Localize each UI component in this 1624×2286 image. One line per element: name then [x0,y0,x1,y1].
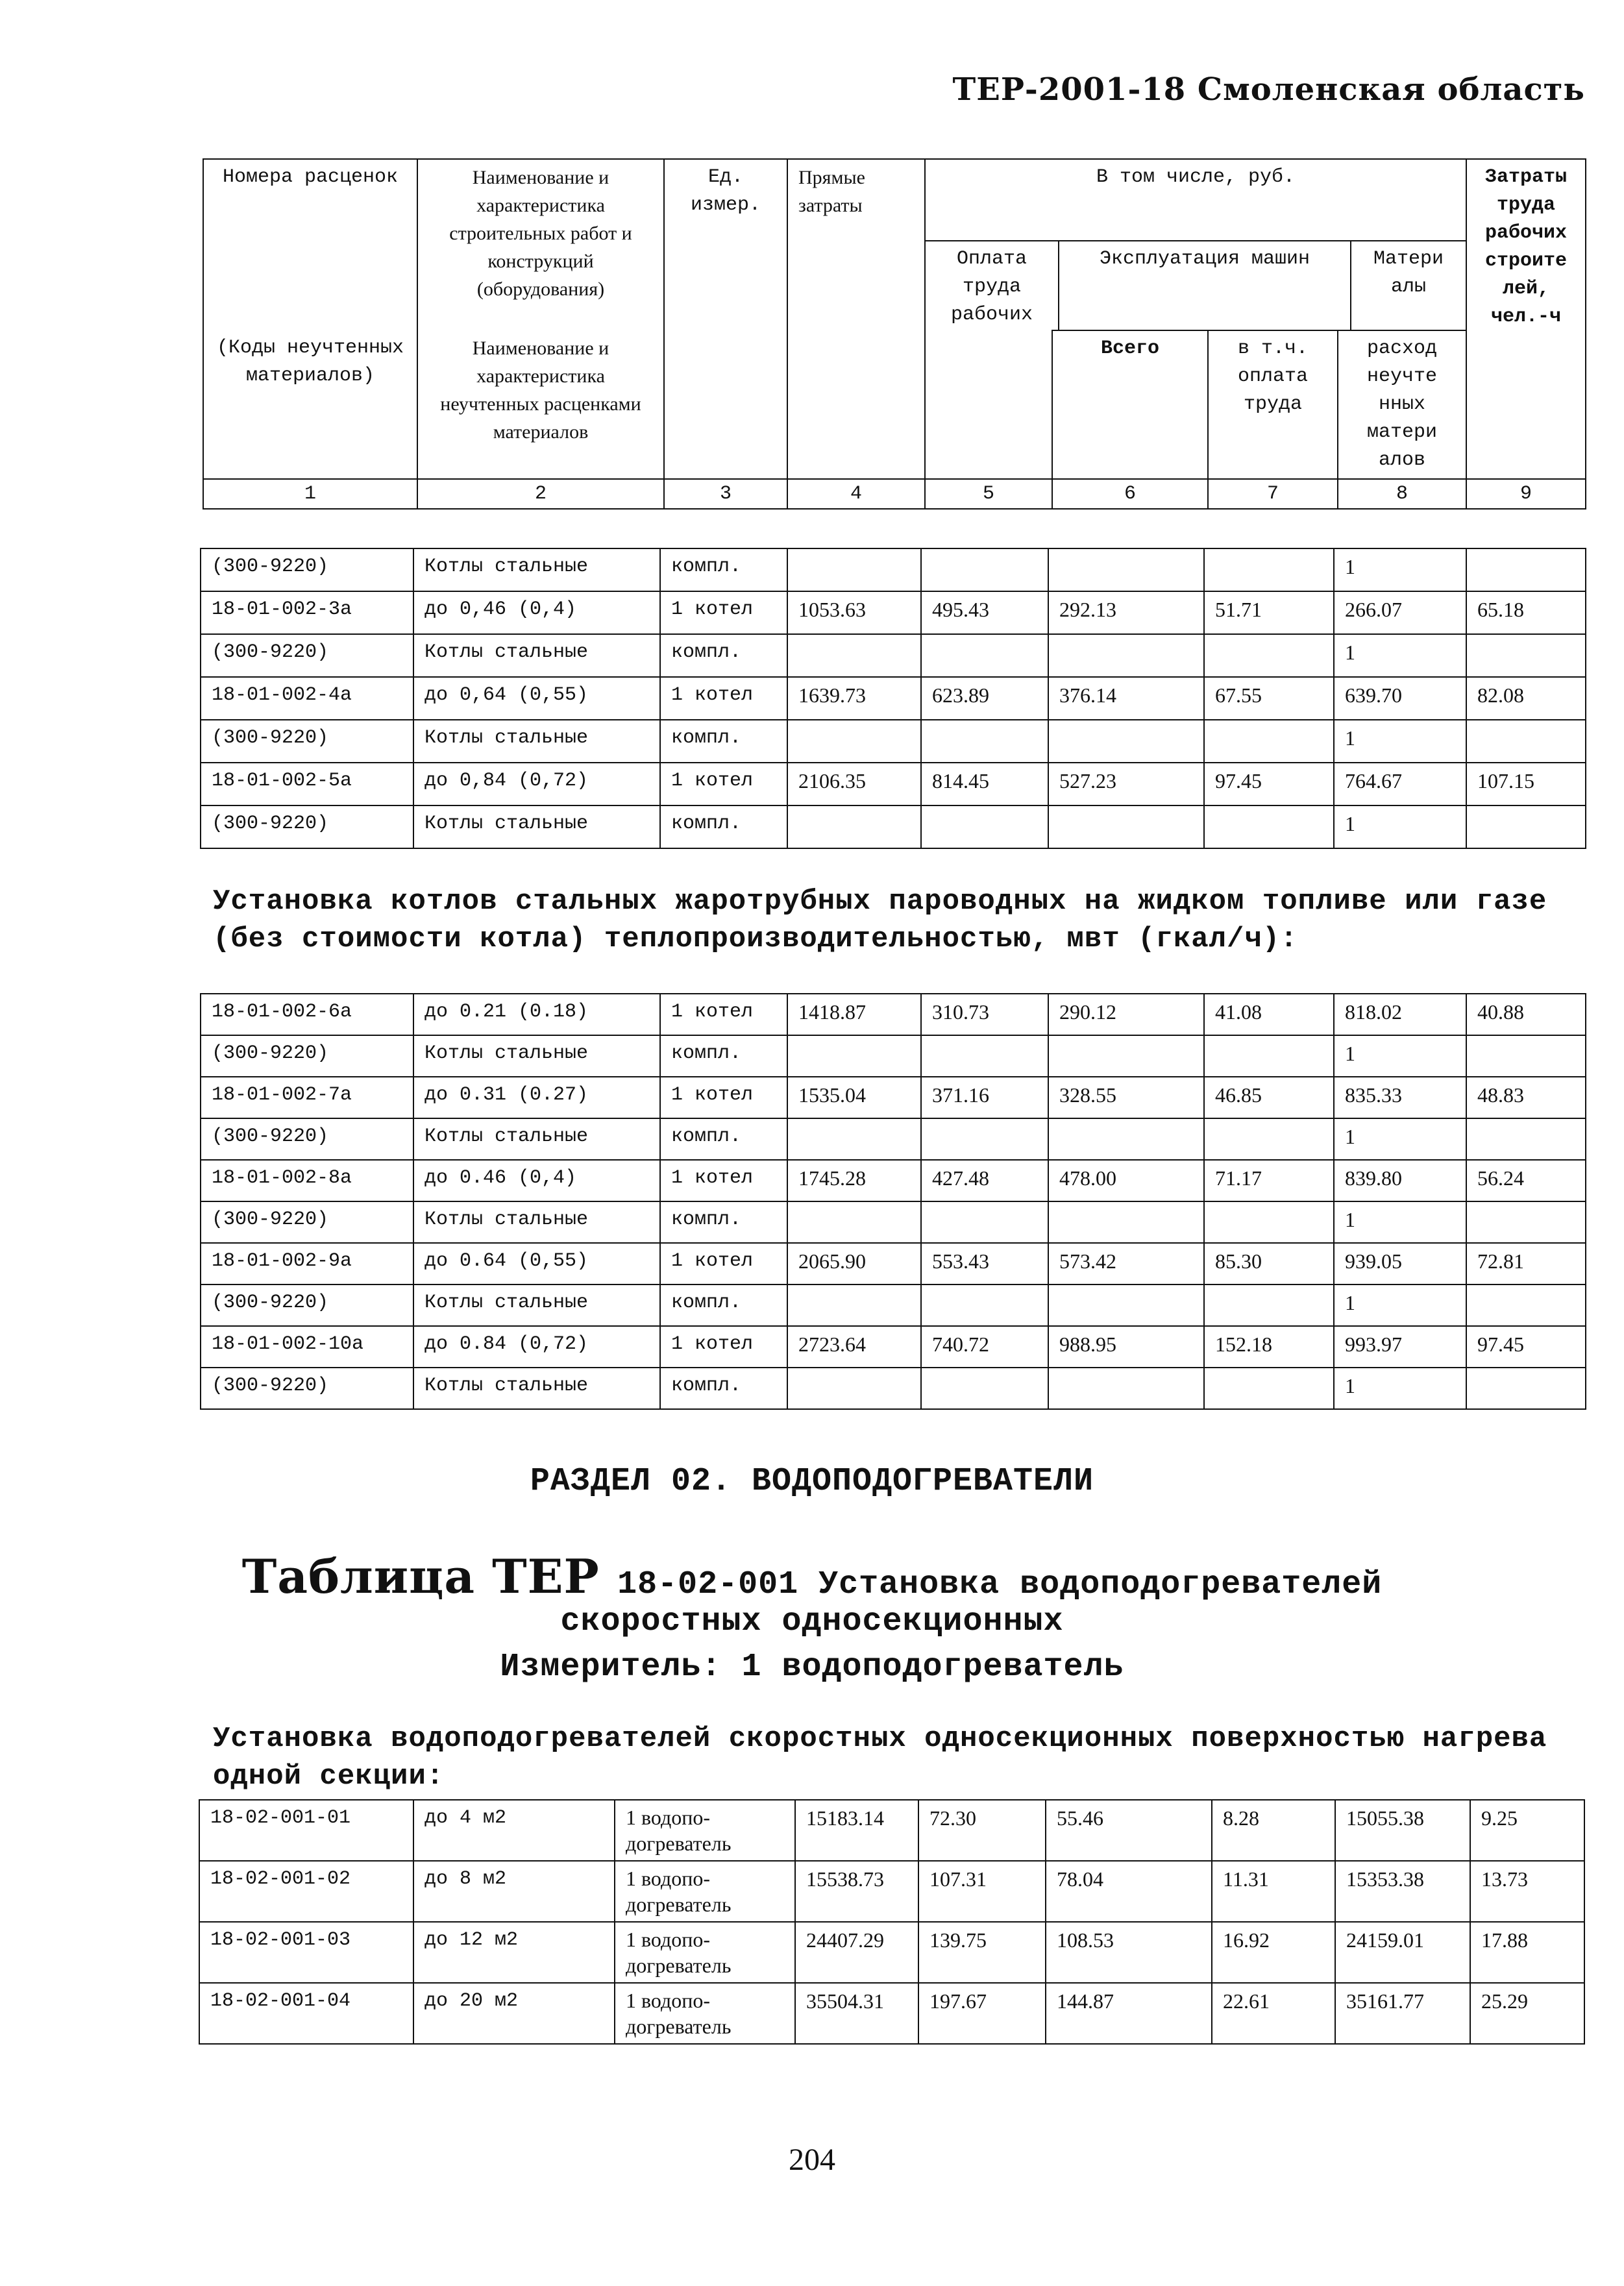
table-cell: компл. [660,720,787,763]
table-cell [1466,1368,1586,1409]
table-cell [1466,1201,1586,1243]
col-name-sub-header: Наименование и характеристика неучтенных расценками материалов [417,330,664,479]
table-cell [1204,805,1334,848]
table-cell [1466,1035,1586,1077]
table-cell: 1 котел [660,1160,787,1201]
table-row [201,805,1586,848]
table-cell: Котлы стальные [413,1035,660,1077]
table-cell: компл. [660,1035,787,1077]
table-cell: 41.08 [1204,994,1334,1035]
boiler-rates-table-1 [200,548,1586,849]
table-cell: 18-01-002-4а [201,677,413,720]
table-cell: 65.18 [1466,591,1586,634]
section-caption-heaters: Установка водоподогревателей скоростных односекционных поверхностью нагрева одной секции: [213,1723,1547,1793]
table-cell [1048,634,1204,677]
table-cell: 1053.63 [787,591,921,634]
table-cell: 835.33 [1334,1077,1466,1118]
table-cell: 25.29 [1470,1983,1584,2044]
table-cell: 1 котел [660,763,787,805]
table-cell [921,548,1048,591]
table-cell: 1 водопо-догреватель [615,1983,795,2044]
column-header-table [203,158,1586,510]
table-cell [921,1035,1048,1077]
table-cell: 1 котел [660,994,787,1035]
col-machines-total-header: Всего [1052,330,1208,479]
table-cell: 1 котел [660,1326,787,1368]
table-cell [1466,634,1586,677]
table-cell: 1 котел [660,1243,787,1284]
col-number: 4 [787,479,925,509]
table-cell: 376.14 [1048,677,1204,720]
col-number: 3 [664,479,787,509]
table-cell: 266.07 [1334,591,1466,634]
table-cell: 939.05 [1334,1243,1466,1284]
table-row [201,548,1586,591]
table-cell: 427.48 [921,1160,1048,1201]
table-cell: (300-9220) [201,1118,413,1160]
table-cell: 495.43 [921,591,1048,634]
table-row [201,994,1586,1035]
table-cell: 152.18 [1204,1326,1334,1368]
table-cell [787,805,921,848]
table-cell: Котлы стальные [413,634,660,677]
table-cell [787,548,921,591]
table-cell: 18-01-002-5а [201,763,413,805]
table-measure: Измеритель: 1 водоподогреватель [500,1649,1124,1686]
table-cell [1204,1284,1334,1326]
table-cell: Котлы стальные [413,1201,660,1243]
table-cell [1048,1368,1204,1409]
table-cell [787,1118,921,1160]
table-cell: 1639.73 [787,677,921,720]
table-cell: до 0,64 (0,55) [413,677,660,720]
table-cell: 71.17 [1204,1160,1334,1201]
table-cell [921,1284,1048,1326]
table-cell: 8.28 [1212,1800,1335,1861]
col-wages-header: Оплата труда рабочих [926,241,1059,330]
table-cell: 15183.14 [795,1800,918,1861]
table-cell: Котлы стальные [413,720,660,763]
table-cell: (300-9220) [201,720,413,763]
table-cell [1048,548,1204,591]
table-cell: 1535.04 [787,1077,921,1118]
table-cell: 82.08 [1466,677,1586,720]
table-cell: 46.85 [1204,1077,1334,1118]
boiler-rates-table-2 [200,993,1586,1410]
table-cell: 310.73 [921,994,1048,1035]
table-row [201,1284,1586,1326]
table-cell: 18-02-001-03 [199,1922,413,1983]
table-cell [1204,1368,1334,1409]
col-name-header: Наименование и характеристика строительных работ и конструкций (оборудования) [417,159,664,330]
table-cell: (300-9220) [201,1035,413,1077]
table-row [201,1201,1586,1243]
table-cell [1204,548,1334,591]
table-cell: 553.43 [921,1243,1048,1284]
table-cell: 478.00 [1048,1160,1204,1201]
table-row [201,720,1586,763]
col-machines-header: Эксплуатация машин [1059,241,1351,330]
table-cell: 97.45 [1466,1326,1586,1368]
table-cell: до 0.21 (0.18) [413,994,660,1035]
table-cell: 1 [1334,720,1466,763]
table-row [201,1368,1586,1409]
table-cell: (300-9220) [201,1368,413,1409]
table-row [201,1077,1586,1118]
table-cell: 15538.73 [795,1861,918,1922]
table-cell: Котлы стальные [413,1284,660,1326]
table-cell: 18-02-001-02 [199,1861,413,1922]
table-cell: 740.72 [921,1326,1048,1368]
table-cell [921,805,1048,848]
table-cell: 1 котел [660,1077,787,1118]
table-cell: 35504.31 [795,1983,918,2044]
table-cell: 18-02-001-04 [199,1983,413,2044]
table-cell: 72.30 [918,1800,1046,1861]
table-cell [787,720,921,763]
table-cell: 1 [1334,1118,1466,1160]
table-cell: компл. [660,805,787,848]
table-row [201,1243,1586,1284]
table-cell: 18-01-002-6а [201,994,413,1035]
table-cell [921,1201,1048,1243]
table-cell: компл. [660,1284,787,1326]
table-cell: 1 [1334,1368,1466,1409]
table-cell: 1 [1334,1201,1466,1243]
table-cell [1204,634,1334,677]
col-number: 2 [417,479,664,509]
table-cell [787,1201,921,1243]
table-cell: 2106.35 [787,763,921,805]
col-number: 9 [1466,479,1586,509]
table-cell: до 0.46 (0,4) [413,1160,660,1201]
table-cell [921,720,1048,763]
table-cell: 24159.01 [1335,1922,1470,1983]
table-cell: (300-9220) [201,548,413,591]
table-cell [787,1368,921,1409]
table-cell: до 12 м2 [413,1922,615,1983]
table-row [201,677,1586,720]
table-cell: 40.88 [1466,994,1586,1035]
table-cell [1048,805,1204,848]
table-title-text: 18-02-001 Установка водоподогревателей [617,1566,1383,1603]
table-cell: 1 водопо-догреватель [615,1922,795,1983]
col-materials-header: Матери алы [1373,248,1444,298]
table-cell: 56.24 [1466,1160,1586,1201]
table-cell: 1 [1334,1284,1466,1326]
page-number: 204 [789,2143,835,2177]
table-cell: до 0,84 (0,72) [413,763,660,805]
table-cell [1048,1201,1204,1243]
table-cell: до 0.31 (0.27) [413,1077,660,1118]
table-cell: 573.42 [1048,1243,1204,1284]
table-cell: 107.31 [918,1861,1046,1922]
table-cell: (300-9220) [201,1201,413,1243]
table-cell: 16.92 [1212,1922,1335,1983]
table-row [199,1983,1584,2044]
table-cell: до 8 м2 [413,1861,615,1922]
table-row [201,1035,1586,1077]
table-cell: 290.12 [1048,994,1204,1035]
table-cell: 1 водопо-догреватель [615,1861,795,1922]
table-title-prefix: Таблица ТЕР [241,1549,600,1604]
col-number: 5 [925,479,1052,509]
table-cell: 9.25 [1470,1800,1584,1861]
table-cell: 67.55 [1204,677,1334,720]
water-heater-rates-table [199,1799,1585,2045]
table-cell: 139.75 [918,1922,1046,1983]
section-heading: РАЗДЕЛ 02. ВОДОПОДОГРЕВАТЕЛИ [530,1463,1094,1500]
table-cell [1466,1118,1586,1160]
table-cell: 72.81 [1466,1243,1586,1284]
table-cell: 197.67 [918,1983,1046,2044]
table-cell: 18-01-002-9а [201,1243,413,1284]
table-cell: 78.04 [1046,1861,1212,1922]
table-cell: 1418.87 [787,994,921,1035]
table-row [201,1326,1586,1368]
table-row [201,763,1586,805]
col-materials-sub-header: расход неучте нных матери алов [1338,330,1466,479]
table-cell: Котлы стальные [413,805,660,848]
table-cell: 639.70 [1334,677,1466,720]
table-cell: 85.30 [1204,1243,1334,1284]
table-cell: 764.67 [1334,763,1466,805]
table-cell: Котлы стальные [413,548,660,591]
table-cell: (300-9220) [201,634,413,677]
table-cell: 1 [1334,634,1466,677]
table-cell: 839.80 [1334,1160,1466,1201]
table-cell: компл. [660,634,787,677]
table-title [0,1551,1624,1611]
table-cell [1204,1035,1334,1077]
table-cell: компл. [660,548,787,591]
table-cell [1466,548,1586,591]
table-cell: 371.16 [921,1077,1048,1118]
table-cell: 48.83 [1466,1077,1586,1118]
table-cell: 15055.38 [1335,1800,1470,1861]
table-cell [1048,1035,1204,1077]
col-labor-header: Затраты труда рабочих строите лей, чел.-ч [1466,159,1586,479]
table-cell [1048,1118,1204,1160]
table-cell [1048,1284,1204,1326]
col-codes-header: Номера расценок [203,159,417,330]
table-cell [787,1284,921,1326]
table-cell: 988.95 [1048,1326,1204,1368]
table-cell: 1 [1334,805,1466,848]
col-number: 1 [203,479,417,509]
table-cell: 292.13 [1048,591,1204,634]
table-cell: 97.45 [1204,763,1334,805]
table-cell [787,1035,921,1077]
table-row [201,1160,1586,1201]
col-number: 8 [1338,479,1466,509]
table-cell: 2065.90 [787,1243,921,1284]
table-cell: 1 [1334,548,1466,591]
table-row [201,591,1586,634]
table-row [199,1861,1584,1922]
col-unit-header: Ед. измер. [664,159,787,479]
table-cell: до 20 м2 [413,1983,615,2044]
table-cell: 18-01-002-10а [201,1326,413,1368]
table-cell: до 0.84 (0,72) [413,1326,660,1368]
table-cell [921,1118,1048,1160]
table-cell: Котлы стальные [413,1368,660,1409]
table-title-line2: скоростных односекционных [560,1603,1064,1640]
section-caption-boilers: Установка котлов стальных жаротрубных пароводных на жидком топливе или газе (без стоимости котла) теплопроизводительностью, мвт (гкал/ч): [213,885,1547,955]
table-cell: 814.45 [921,763,1048,805]
table-cell [921,1368,1048,1409]
table-cell: компл. [660,1201,787,1243]
col-machines-wages-header: в т.ч. оплата труда [1208,330,1338,479]
table-cell: 623.89 [921,677,1048,720]
table-cell: до 4 м2 [413,1800,615,1861]
table-row [201,634,1586,677]
table-cell: 11.31 [1212,1861,1335,1922]
table-cell: 1 [1334,1035,1466,1077]
col-including-header [925,159,1466,330]
including-label: В том числе, руб. [1096,166,1296,188]
table-cell: 144.87 [1046,1983,1212,2044]
table-cell: 1745.28 [787,1160,921,1201]
col-number: 6 [1052,479,1208,509]
page-header-title: ТЕР-2001-18 Смоленская область [952,71,1585,108]
table-row [199,1800,1584,1861]
table-cell [921,634,1048,677]
table-cell: 328.55 [1048,1077,1204,1118]
table-cell: 1 водопо-догреватель [615,1800,795,1861]
table-cell: (300-9220) [201,1284,413,1326]
col-direct-costs-header: Прямые затраты [787,159,925,479]
table-cell [1204,1118,1334,1160]
table-cell: до 0,46 (0,4) [413,591,660,634]
table-cell: 107.15 [1466,763,1586,805]
table-row [201,1118,1586,1160]
table-cell: 1 котел [660,591,787,634]
col-number: 7 [1208,479,1338,509]
table-cell: 818.02 [1334,994,1466,1035]
table-cell: 18-01-002-8а [201,1160,413,1201]
table-cell: 108.53 [1046,1922,1212,1983]
table-cell: 51.71 [1204,591,1334,634]
table-cell: 18-01-002-7а [201,1077,413,1118]
table-cell: 1 котел [660,677,787,720]
table-cell: 18-01-002-3а [201,591,413,634]
table-cell: 22.61 [1212,1983,1335,2044]
table-cell [1466,1284,1586,1326]
table-cell: 2723.64 [787,1326,921,1368]
table-cell: 15353.38 [1335,1861,1470,1922]
table-cell [787,634,921,677]
table-cell: 17.88 [1470,1922,1584,1983]
table-cell [1204,720,1334,763]
table-cell: 18-02-001-01 [199,1800,413,1861]
table-cell [1466,805,1586,848]
table-cell: 993.97 [1334,1326,1466,1368]
table-cell [1048,720,1204,763]
table-cell: 35161.77 [1335,1983,1470,2044]
table-cell: 24407.29 [795,1922,918,1983]
table-cell: (300-9220) [201,805,413,848]
table-cell [1466,720,1586,763]
col-codes-sub-header: (Коды неучтенных материалов) [203,330,417,479]
table-row [199,1922,1584,1983]
table-cell: до 0.64 (0,55) [413,1243,660,1284]
table-cell: компл. [660,1368,787,1409]
table-cell [1204,1201,1334,1243]
table-cell: компл. [660,1118,787,1160]
table-cell: 55.46 [1046,1800,1212,1861]
table-cell: 13.73 [1470,1861,1584,1922]
table-cell: 527.23 [1048,763,1204,805]
table-cell: Котлы стальные [413,1118,660,1160]
